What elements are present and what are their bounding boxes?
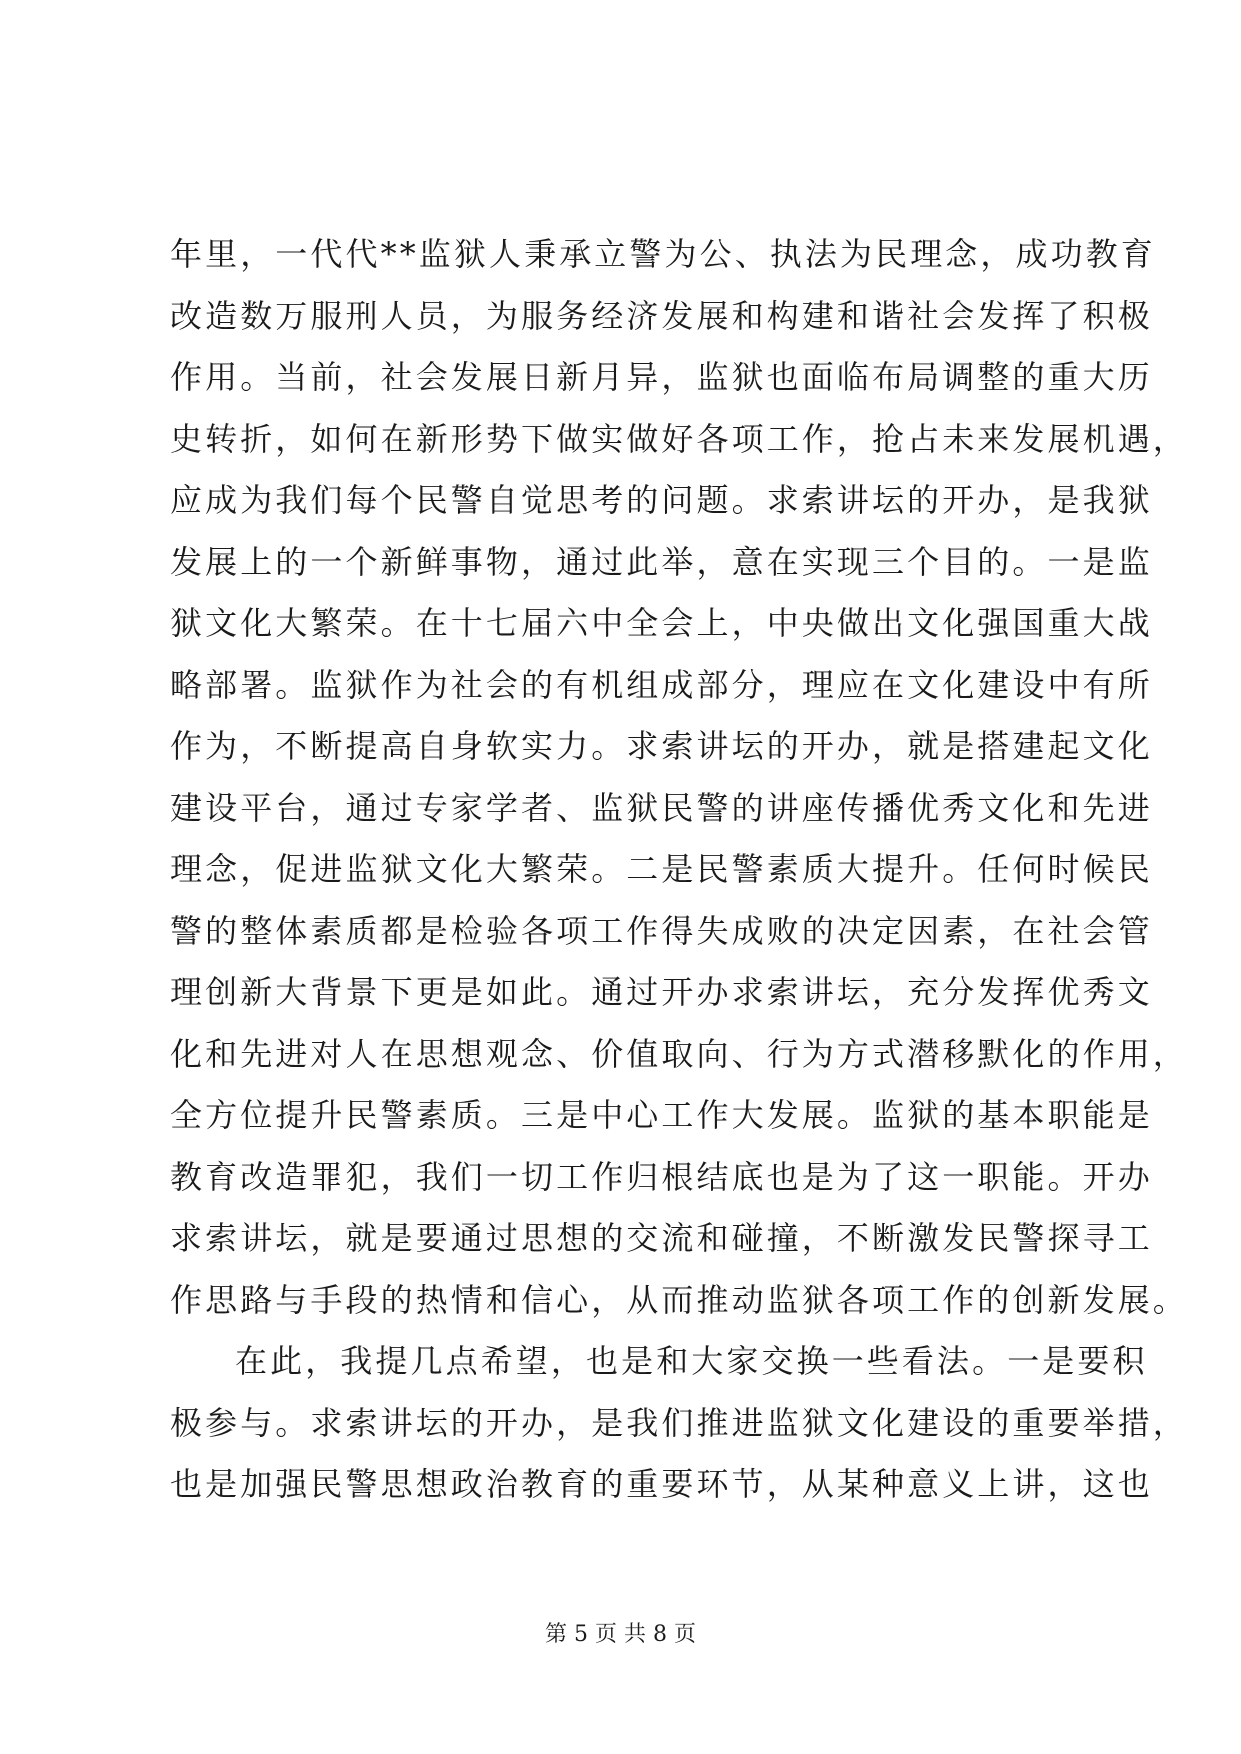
text-line: 理创新大背景下更是如此。通过开办求索讲坛，充分发挥优秀文 xyxy=(170,973,1153,1011)
text-line: 警的整体素质都是检验各项工作得失成败的决定因素，在社会管 xyxy=(170,911,1153,950)
text-line: 作用。当前，社会发展日新月异，监狱也面临布局调整的重大历 xyxy=(170,358,1153,396)
text-line: 狱文化大繁荣。在十七届六中全会上，中央做出文化强国重大战 xyxy=(170,604,1153,642)
text-line: 理念，促进监狱文化大繁荣。二是民警素质大提升。任何时候民 xyxy=(170,850,1153,888)
text-line: 全方位提升民警素质。三是中心工作大发展。监狱的基本职能是 xyxy=(170,1096,1153,1134)
text-line: 求索讲坛，就是要通过思想的交流和碰撞，不断激发民警探寻工 xyxy=(170,1219,1153,1257)
text-line: 建设平台，通过专家学者、监狱民警的讲座传播优秀文化和先进 xyxy=(170,788,1153,827)
text-line: 略部署。监狱作为社会的有机组成部分，理应在文化建设中有所 xyxy=(170,665,1153,704)
text-line: 极参与。求索讲坛的开办，是我们推进监狱文化建设的重要举措， xyxy=(170,1403,1188,1442)
text-line: 作为，不断提高自身软实力。求索讲坛的开办，就是搭建起文化 xyxy=(170,727,1153,765)
paragraph-end-line: 作思路与手段的热情和信心，从而推动监狱各项工作的创新发展。 xyxy=(170,1280,1188,1319)
page-number: 第 5 页 共 8 页 xyxy=(545,1622,696,1647)
text-line: 应成为我们每个民警自觉思考的问题。求索讲坛的开办，是我狱 xyxy=(170,481,1153,519)
paragraph-start-line: 在此，我提几点希望，也是和大家交换一些看法。一是要积 xyxy=(235,1342,1148,1380)
text-line: 教育改造罪犯，我们一切工作归根结底也是为了这一职能。开办 xyxy=(170,1157,1153,1196)
text-line: 化和先进对人在思想观念、价值取向、行为方式潜移默化的作用， xyxy=(170,1034,1188,1073)
body-text xyxy=(170,232,1188,1524)
text-line: 也是加强民警思想政治教育的重要环节，从某种意义上讲，这也 xyxy=(170,1465,1153,1503)
text-line: 发展上的一个新鲜事物，通过此举，意在实现三个目的。一是监 xyxy=(170,542,1153,581)
page-footer xyxy=(0,1620,1241,1650)
text-line: 改造数万服刑人员，为服务经济发展和构建和谐社会发挥了积极 xyxy=(170,296,1153,335)
text-line: 年里，一代代**监狱人秉承立警为公、执法为民理念，成功教育 xyxy=(170,235,1156,273)
text-line: 史转折，如何在新形势下做实做好各项工作，抢占未来发展机遇， xyxy=(170,419,1188,458)
